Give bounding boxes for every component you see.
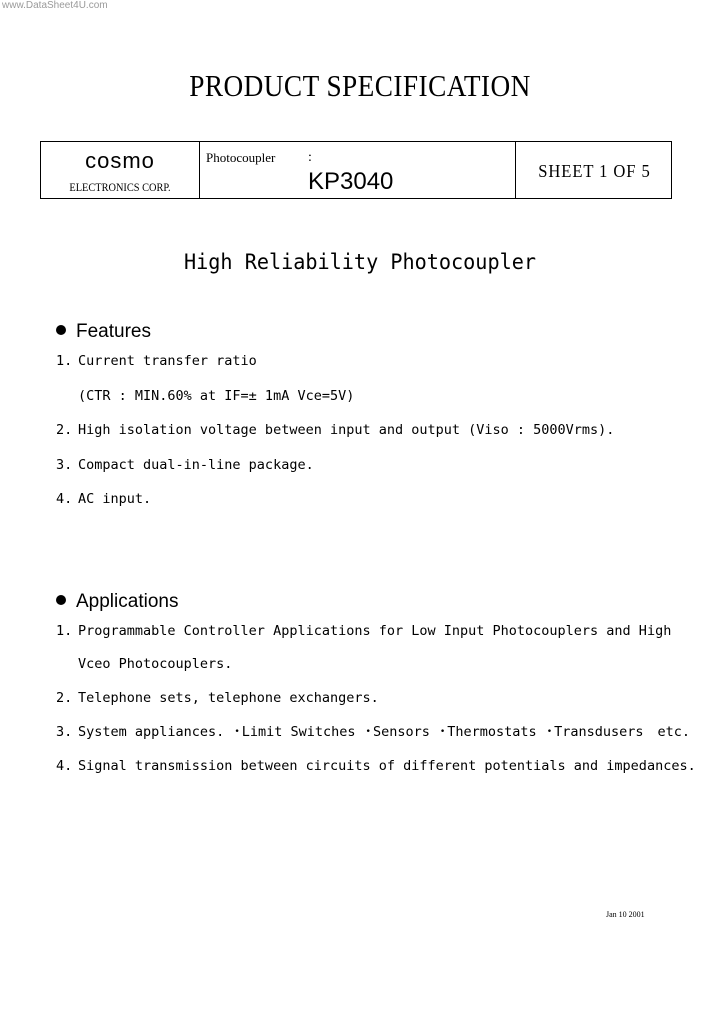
product-cell — [200, 142, 516, 198]
header-table — [40, 141, 672, 199]
application-text: Telephone sets, telephone exchangers. — [78, 690, 379, 706]
application-text: Signal transmission between circuits of different potentials and impedances. — [78, 758, 696, 774]
application-part: Transdusers — [554, 724, 644, 740]
application-text: Programmable Controller Applications for Low Input Photocouplers and High — [78, 623, 672, 639]
application-item — [56, 690, 379, 706]
application-item-continued — [78, 656, 232, 672]
application-number: 1. — [56, 623, 73, 639]
application-text: Vceo Photocouplers. — [78, 656, 233, 672]
feature-number: 1. — [56, 353, 73, 369]
applications-heading — [56, 591, 178, 613]
dot-separator-icon: • — [546, 727, 553, 737]
product-type-label: Photocoupler — [206, 150, 276, 165]
application-number: 3. — [56, 724, 73, 740]
feature-text: Compact dual-in-line package. — [78, 457, 314, 473]
sheet-number: SHEET 1 OF 5 — [538, 161, 651, 181]
dot-separator-icon: • — [365, 727, 371, 737]
dot-separator-icon: • — [439, 727, 446, 737]
application-part: Thermostats — [447, 724, 537, 740]
company-logo-text: cosmo — [85, 148, 155, 173]
feature-number: 2. — [56, 422, 73, 438]
bullet-icon — [56, 595, 66, 605]
application-part: Limit Switches — [241, 724, 356, 740]
feature-item — [56, 422, 614, 438]
feature-item — [56, 491, 151, 507]
application-number: 4. — [56, 758, 73, 774]
features-heading — [56, 321, 151, 343]
feature-number: 4. — [56, 491, 73, 507]
feature-text: Current transfer ratio — [78, 353, 257, 369]
product-code: KP3040 — [308, 168, 394, 195]
feature-text: AC input. — [78, 491, 152, 507]
feature-number: 3. — [56, 457, 73, 473]
application-tail: etc. — [657, 724, 691, 740]
feature-item — [56, 353, 257, 369]
feature-item — [56, 457, 314, 473]
feature-item — [78, 388, 354, 404]
feature-text: (CTR : MIN.60% at IF=± 1mA Vce=5V) — [78, 388, 355, 404]
watermark-text: www.DataSheet4U.com — [2, 0, 108, 11]
product-colon: : — [308, 150, 312, 165]
page-title: PRODUCT SPECIFICATION — [189, 68, 531, 103]
footer-date: Jan 10 2001 — [606, 910, 645, 919]
application-item — [56, 724, 690, 740]
application-item — [56, 623, 671, 639]
applications-heading-label: Applications — [76, 591, 179, 612]
application-number: 2. — [56, 690, 73, 706]
application-part: Sensors — [372, 724, 430, 740]
company-cell — [41, 142, 200, 198]
feature-text: High isolation voltage between input and output (Viso : 5000Vrms). — [78, 422, 615, 438]
application-lead: System appliances. — [78, 724, 225, 740]
application-item — [56, 758, 696, 774]
dot-separator-icon: • — [234, 727, 240, 737]
document-subtitle: High Reliability Photocoupler — [184, 250, 536, 274]
bullet-icon — [56, 325, 66, 335]
features-heading-label: Features — [76, 321, 151, 342]
company-subtitle: ELECTRONICS CORP. — [69, 182, 171, 194]
sheet-cell — [516, 142, 673, 198]
